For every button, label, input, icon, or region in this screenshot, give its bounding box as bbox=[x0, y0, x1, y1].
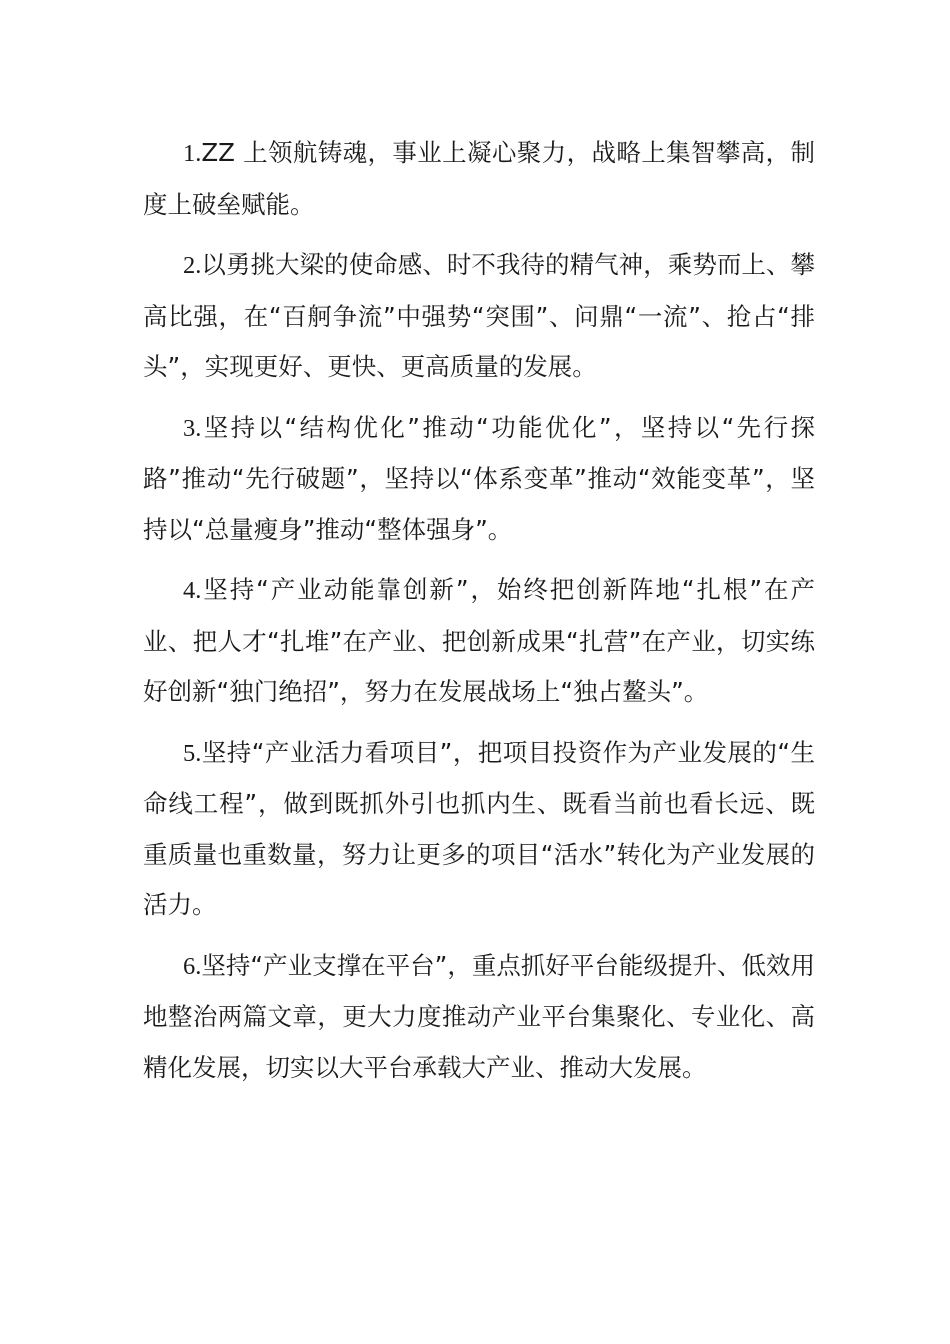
paragraph-number: 2. bbox=[183, 252, 202, 279]
paragraph-text: 坚持以“结构优化”推动“功能优化”，坚持以“先行探路”推动“先行破题”，坚持以“体系变革”推动“效能变革”，坚持以“总量瘦身”推动“整体强身”。 bbox=[143, 412, 815, 544]
paragraph-number: 4. bbox=[183, 577, 202, 604]
paragraph-text: 坚持“产业动能靠创新”，始终把创新阵地“扎根”在产业、把人才“扎堆”在产业、把创新成果“扎营”在产业，切实练好创新“独门绝招”，努力在发展战场上“独占鳌头”。 bbox=[143, 575, 815, 706]
paragraph-3 bbox=[143, 403, 815, 556]
paragraph-2 bbox=[143, 240, 815, 393]
paragraph-text: 以勇挑大梁的使命感、时不我待的精气神，乘势而上、攀高比强，在“百舸争流”中强势“突围”、问鼎“一流”、抢占“排头”，实现更好、更快、更高质量的发展。 bbox=[143, 250, 815, 381]
document-body bbox=[143, 128, 815, 1103]
paragraph-number: 5. bbox=[183, 739, 202, 767]
paragraph-5 bbox=[143, 728, 815, 931]
paragraph-1 bbox=[143, 128, 815, 230]
paragraph-number: 6. bbox=[183, 952, 202, 980]
paragraph-text: 坚持“产业支撑在平台”，重点抓好平台能级提升、低效用地整治两篇文章，更大力度推动产业平台集聚化、专业化、高精化发展，切实以大平台承载大产业、推动大发展。 bbox=[143, 950, 815, 1082]
paragraph-6 bbox=[143, 941, 815, 1094]
paragraph-number: 3. bbox=[183, 414, 202, 442]
paragraph-text: 坚持“产业活力看项目”，把项目投资作为产业发展的“生命线工程”，做到既抓外引也抓内生、既看当前也看长远、既重质量也重数量，努力让更多的项目“活水”转化为产业发展的活力。 bbox=[143, 737, 815, 919]
paragraph-number: 1. bbox=[183, 140, 202, 167]
paragraph-text: ZZ 上领航铸魂，事业上凝心聚力，战略上集智攀高，制度上破垒赋能。 bbox=[143, 138, 815, 219]
paragraph-4 bbox=[143, 565, 815, 718]
